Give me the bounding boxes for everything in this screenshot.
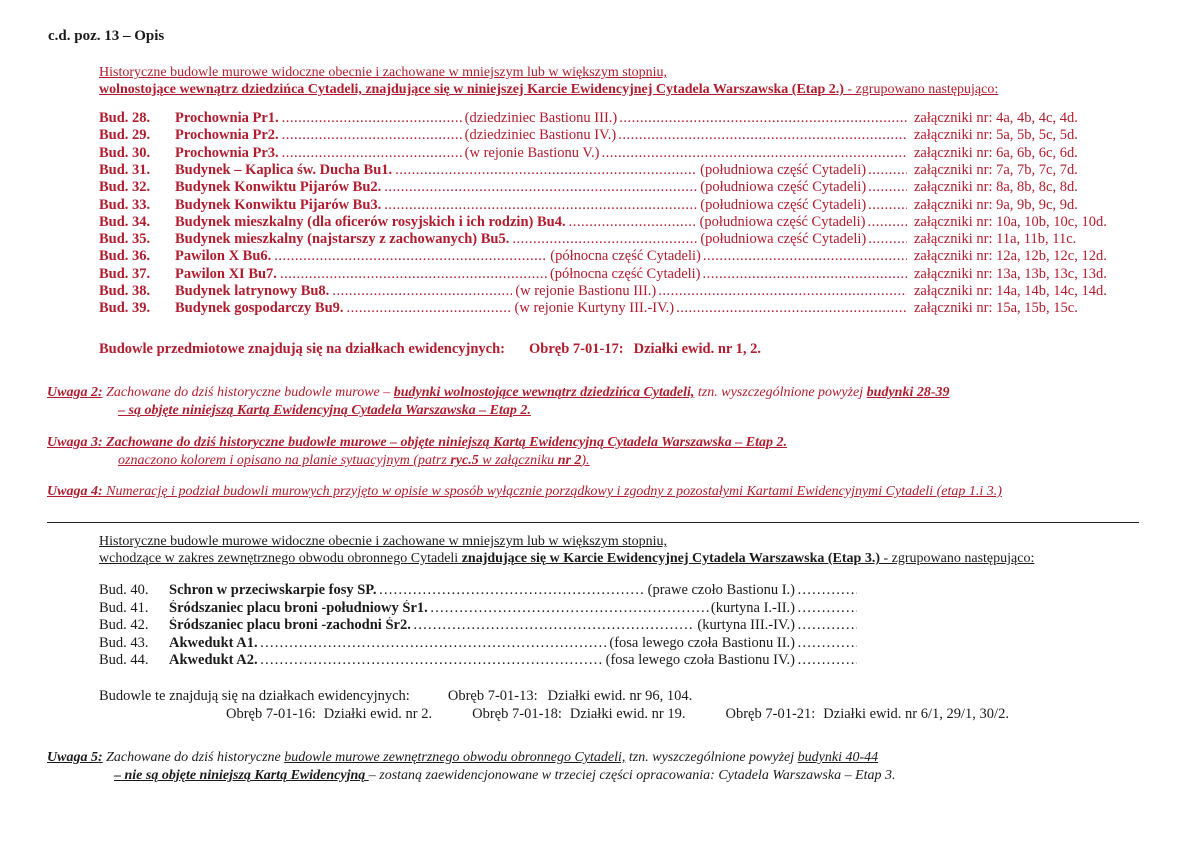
- building-number: Bud. 32.: [99, 179, 151, 196]
- dot-leader: [676, 300, 907, 317]
- section-divider: [47, 522, 1139, 523]
- note3-line1: [47, 435, 787, 451]
- note2-line1: [47, 385, 950, 401]
- building-location: (północna część Cytadeli): [550, 248, 701, 265]
- note5-label: Uwaga 5:: [47, 750, 103, 765]
- building-row: [99, 635, 859, 652]
- building-main: [175, 197, 909, 214]
- page-header-title: c.d. poz. 13 – Opis: [48, 28, 165, 44]
- building-number: Bud. 33.: [99, 196, 151, 213]
- building-row: [99, 300, 1119, 317]
- dot-leader: [280, 266, 547, 283]
- building-name: Prochownia Pr3.: [175, 144, 279, 161]
- building-location: (fosa lewego czoła Bastionu IV.): [605, 652, 795, 668]
- note2-text-b: budynki wolnostojące wewnątrz dziedzińca Cytadeli,: [393, 385, 695, 400]
- building-location: (północna część Cytadeli): [549, 265, 701, 282]
- building-attachments: załączniki nr: 11a, 11b, 11c.: [914, 231, 1077, 248]
- building-number: Bud. 30.: [99, 144, 151, 161]
- note3-text: Zachowane do dziś historyczne budowle murowe – objęte niniejszą Kartą Ewidencyjną Cytadela Warszawska – Etap 2.: [102, 435, 788, 450]
- building-row: [99, 582, 859, 599]
- note5-text-d: budynki 40-44: [797, 750, 879, 765]
- building-name: Akwedukt A1.: [169, 634, 258, 651]
- note4-label: Uwaga 4:: [47, 484, 103, 499]
- building-row: [99, 214, 1119, 231]
- dot-leader: [260, 635, 608, 652]
- building-main: [169, 635, 859, 652]
- building-number: Bud. 44.: [99, 652, 149, 668]
- building-main: [175, 145, 909, 162]
- building-attachments: załączniki nr: 4a, 4b, 4c, 4d.: [914, 110, 1078, 126]
- building-location: (południowa część Cytadeli): [700, 179, 867, 196]
- dot-leader: [797, 635, 857, 652]
- building-number: Bud. 40.: [99, 582, 149, 598]
- plots2-dzialki-2: Działki ewid. nr 19.: [569, 706, 686, 722]
- building-row: [99, 617, 859, 634]
- intro2-line1: Historyczne budowle murowe widoczne obecnie i zachowane w mniejszym lub w większym stopniu,: [99, 534, 668, 549]
- dot-leader: [282, 145, 462, 162]
- building-number: Bud. 35.: [99, 231, 151, 248]
- dot-leader: [395, 162, 697, 179]
- dot-leader: [378, 582, 645, 599]
- building-main: [169, 600, 859, 617]
- dot-leader: [797, 582, 857, 599]
- dot-leader: [384, 197, 697, 214]
- building-location: (w rejonie Kurtyny III.-IV.): [514, 300, 675, 317]
- building-number: Bud. 31.: [99, 161, 151, 178]
- intro2-line2: [99, 551, 1034, 567]
- building-main: [175, 214, 909, 231]
- dot-leader: [282, 127, 462, 144]
- building-row: [99, 600, 859, 617]
- plots2-dzialki-0: Działki ewid. nr 96, 104.: [547, 688, 693, 704]
- building-location: (w rejonie Bastionu III.): [515, 283, 657, 299]
- dot-leader: [703, 266, 907, 283]
- building-name: Budynek mieszkalny (najstarszy z zachowanych) Bu5.: [175, 231, 510, 248]
- dot-leader: [618, 127, 907, 144]
- building-name: Śródszaniec placu broni -zachodni Śr2.: [169, 617, 411, 633]
- building-number: Bud. 29.: [99, 127, 151, 144]
- note3-label: Uwaga 3:: [47, 435, 103, 450]
- note3-l2c: w załączniku: [478, 453, 558, 468]
- plots2-obreb-3: Obręb 7-01-21:: [725, 706, 816, 722]
- building-row: [99, 652, 859, 669]
- building-location: (dziedziniec Bastionu III.): [464, 110, 618, 126]
- building-number: Bud. 42.: [99, 617, 149, 633]
- building-row: [99, 266, 1119, 283]
- building-row: [99, 127, 1119, 144]
- dot-leader: [274, 248, 547, 265]
- building-attachments: załączniki nr: 6a, 6b, 6c, 6d.: [914, 144, 1078, 161]
- building-name: Prochownia Pr1.: [175, 110, 279, 126]
- note3-line2: [118, 453, 590, 469]
- building-name: Budynek – Kaplica św. Ducha Bu1.: [175, 161, 393, 178]
- building-location: (południowa część Cytadeli): [700, 231, 867, 248]
- plots1-obreb: Obręb 7-01-17:: [529, 341, 624, 357]
- building-main: [169, 582, 859, 599]
- building-number: Bud. 28.: [99, 110, 151, 126]
- dot-leader: [867, 214, 907, 231]
- building-row: [99, 162, 1119, 179]
- intro1-bold: wolnostojące wewnątrz dziedzińca Cytadeli, znajdujące się w niniejszej Karcie Ewidencyjnej Cytadela Warszawska (Etap 2.): [99, 82, 844, 97]
- note3-l2e: ).: [581, 453, 590, 468]
- building-attachments: załączniki nr: 5a, 5b, 5c, 5d.: [914, 127, 1078, 144]
- building-row: [99, 248, 1119, 265]
- building-main: [169, 652, 859, 669]
- dot-leader: [797, 600, 857, 617]
- building-main: [175, 110, 909, 127]
- building-number: Bud. 36.: [99, 248, 151, 265]
- building-name: Budynek mieszkalny (dla oficerów rosyjskich i ich rodzin) Bu4.: [175, 213, 566, 230]
- building-row: [99, 231, 1119, 248]
- building-main: [175, 248, 909, 265]
- dot-leader: [658, 283, 907, 300]
- note4: [47, 484, 1002, 500]
- intro1-line1: Historyczne budowle murowe widoczne obecnie i zachowane w mniejszym lub w większym stopniu,: [99, 65, 668, 80]
- intro1-tail: - zgrupowano następująco:: [843, 82, 999, 97]
- note2-label: Uwaga 2:: [47, 385, 103, 400]
- dot-leader: [868, 197, 907, 214]
- plots-stage3-line1: [99, 688, 692, 705]
- building-attachments: załączniki nr: 12a, 12b, 12c, 12d.: [914, 248, 1107, 265]
- building-name: Budynek Konwiktu Pijarów Bu3.: [175, 196, 382, 213]
- building-name: Pawilon X Bu6.: [175, 248, 272, 265]
- building-location: (południowa część Cytadeli): [700, 161, 867, 178]
- building-main: [175, 179, 909, 196]
- dot-leader: [797, 652, 857, 669]
- building-number: Bud. 43.: [99, 634, 149, 651]
- building-main: [175, 162, 909, 179]
- intro2-bold: znajdujące się w Karcie Ewidencyjnej Cytadela Warszawska (Etap 3.): [461, 551, 880, 566]
- intro1-line2: [99, 82, 998, 98]
- building-main: [175, 266, 909, 283]
- dot-leader: [619, 110, 907, 127]
- dot-leader: [260, 652, 604, 669]
- dot-leader: [868, 231, 907, 248]
- building-name: Budynek Konwiktu Pijarów Bu2.: [175, 179, 382, 196]
- building-row: [99, 110, 1119, 127]
- building-location: (prawe czoło Bastionu I.): [647, 582, 795, 598]
- building-location: (fosa lewego czoła Bastionu II.): [609, 634, 795, 651]
- plots-stage2: [99, 341, 761, 358]
- plots2-label: Budowle te znajdują się na działkach ewidencyjnych:: [99, 688, 410, 704]
- building-location: (dziedziniec Bastionu IV.): [464, 127, 617, 144]
- note2-line2: – są objęte niniejszą Kartą Ewidencyjną Cytadela Warszawska – Etap 2.: [118, 403, 531, 418]
- building-row: [99, 145, 1119, 162]
- note3-l2a: oznaczono kolorem i opisano na planie sytuacyjnym (patrz: [118, 453, 451, 468]
- dot-leader: [282, 110, 462, 127]
- building-name: Śródszaniec placu broni -południowy Śr1.: [169, 599, 428, 616]
- dot-leader: [430, 600, 709, 617]
- dot-leader: [384, 179, 697, 196]
- plots1-dzialki: Działki ewid. nr 1, 2.: [633, 341, 762, 357]
- building-main: [175, 283, 909, 300]
- building-name: Budynek gospodarczy Bu9.: [175, 300, 344, 317]
- building-attachments: załączniki nr: 13a, 13b, 13c, 13d.: [914, 265, 1107, 282]
- plots1-label: Budowle przedmiotowe znajdują się na działkach ewidencyjnych:: [99, 341, 505, 357]
- note2-text-a: Zachowane do dziś historyczne budowle murowe –: [102, 385, 394, 400]
- plots2-obreb-1: Obręb 7-01-16:: [226, 706, 316, 722]
- note4-text: Numerację i podział budowli murowych przyjęto w opisie w sposób wyłącznie porządkowy i zgodny z pozostałymi Kartami Ewidencyjnymi Cytadeli (etap 1.i 3.): [102, 484, 1002, 499]
- plots-stage3-line2: [226, 706, 1009, 723]
- note5-text-a: Zachowane do dziś historyczne: [102, 750, 285, 765]
- building-main: [175, 300, 909, 317]
- building-name: Prochownia Pr2.: [175, 127, 279, 144]
- building-attachments: załączniki nr: 7a, 7b, 7c, 7d.: [914, 161, 1078, 178]
- building-number: Bud. 39.: [99, 300, 151, 317]
- dot-leader: [332, 283, 512, 300]
- building-number: Bud. 34.: [99, 213, 151, 230]
- building-name: Budynek latrynowy Bu8.: [175, 283, 330, 299]
- building-location: (południowa część Cytadeli): [700, 196, 867, 213]
- note5-line1: [47, 750, 878, 766]
- note5-text-b: budowle murowe zewnętrznego obwodu obronnego Cytadeli,: [284, 750, 626, 765]
- dot-leader: [868, 162, 907, 179]
- building-main: [175, 127, 909, 144]
- building-attachments: załączniki nr: 14a, 14b, 14c, 14d.: [914, 283, 1107, 299]
- building-name: Akwedukt A2.: [169, 652, 258, 668]
- dot-leader: [569, 214, 697, 231]
- note5-l2a: – nie są objęte niniejszą Kartą Ewidencyjną: [114, 768, 369, 783]
- building-location: (w rejonie Bastionu V.): [464, 144, 600, 161]
- building-main: [175, 231, 909, 248]
- building-row: [99, 283, 1119, 300]
- building-location: (kurtyna I.-II.): [710, 599, 795, 616]
- dot-leader: [703, 248, 907, 265]
- building-number: Bud. 38.: [99, 283, 151, 299]
- building-name: Pawilon XI Bu7.: [175, 265, 277, 282]
- note2-text-c: tzn. wyszczególnione powyżej: [694, 385, 867, 400]
- building-main: [169, 617, 859, 634]
- building-attachments: załączniki nr: 10a, 10b, 10c, 10d.: [914, 213, 1107, 230]
- dot-leader: [347, 300, 512, 317]
- dot-leader: [413, 617, 696, 634]
- dot-leader: [512, 231, 697, 248]
- building-location: (kurtyna III.-IV.): [697, 617, 795, 633]
- plots2-obreb-2: Obręb 7-01-18:: [472, 706, 562, 722]
- building-row: [99, 179, 1119, 196]
- note3-l2d: nr 2: [557, 453, 582, 468]
- building-location: (południowa część Cytadeli): [699, 213, 866, 230]
- intro2-tail: - zgrupowano następująco:: [880, 551, 1035, 566]
- building-attachments: załączniki nr: 8a, 8b, 8c, 8d.: [914, 179, 1078, 196]
- building-number: Bud. 37.: [99, 265, 151, 282]
- note5-text-c: tzn. wyszczególnione powyżej: [625, 750, 798, 765]
- building-name: Schron w przeciwskarpie fosy SP.: [169, 582, 377, 598]
- plots2-obreb-0: Obręb 7-01-13:: [447, 688, 538, 704]
- note5-l2b: – zostaną zaewidencjonowane w trzeciej części opracowania: Cytadela Warszawska – Etap 3.: [368, 768, 896, 783]
- building-number: Bud. 41.: [99, 599, 149, 616]
- note5-line2: [114, 768, 896, 784]
- note2-text-d: budynki 28-39: [866, 385, 950, 400]
- intro2-text-a: wchodzące w zakres zewnętrznego obwodu obronnego Cytadeli: [99, 551, 462, 566]
- building-attachments: załączniki nr: 15a, 15b, 15c.: [914, 300, 1078, 317]
- plots2-dzialki-3: Działki ewid. nr 6/1, 29/1, 30/2.: [823, 706, 1009, 722]
- dot-leader: [601, 145, 907, 162]
- note3-l2b: ryc.5: [450, 453, 479, 468]
- dot-leader: [868, 179, 907, 196]
- building-row: [99, 197, 1119, 214]
- plots2-dzialki-1: Działki ewid. nr 2.: [323, 706, 433, 722]
- dot-leader: [797, 617, 857, 634]
- building-attachments: załączniki nr: 9a, 9b, 9c, 9d.: [914, 196, 1078, 213]
